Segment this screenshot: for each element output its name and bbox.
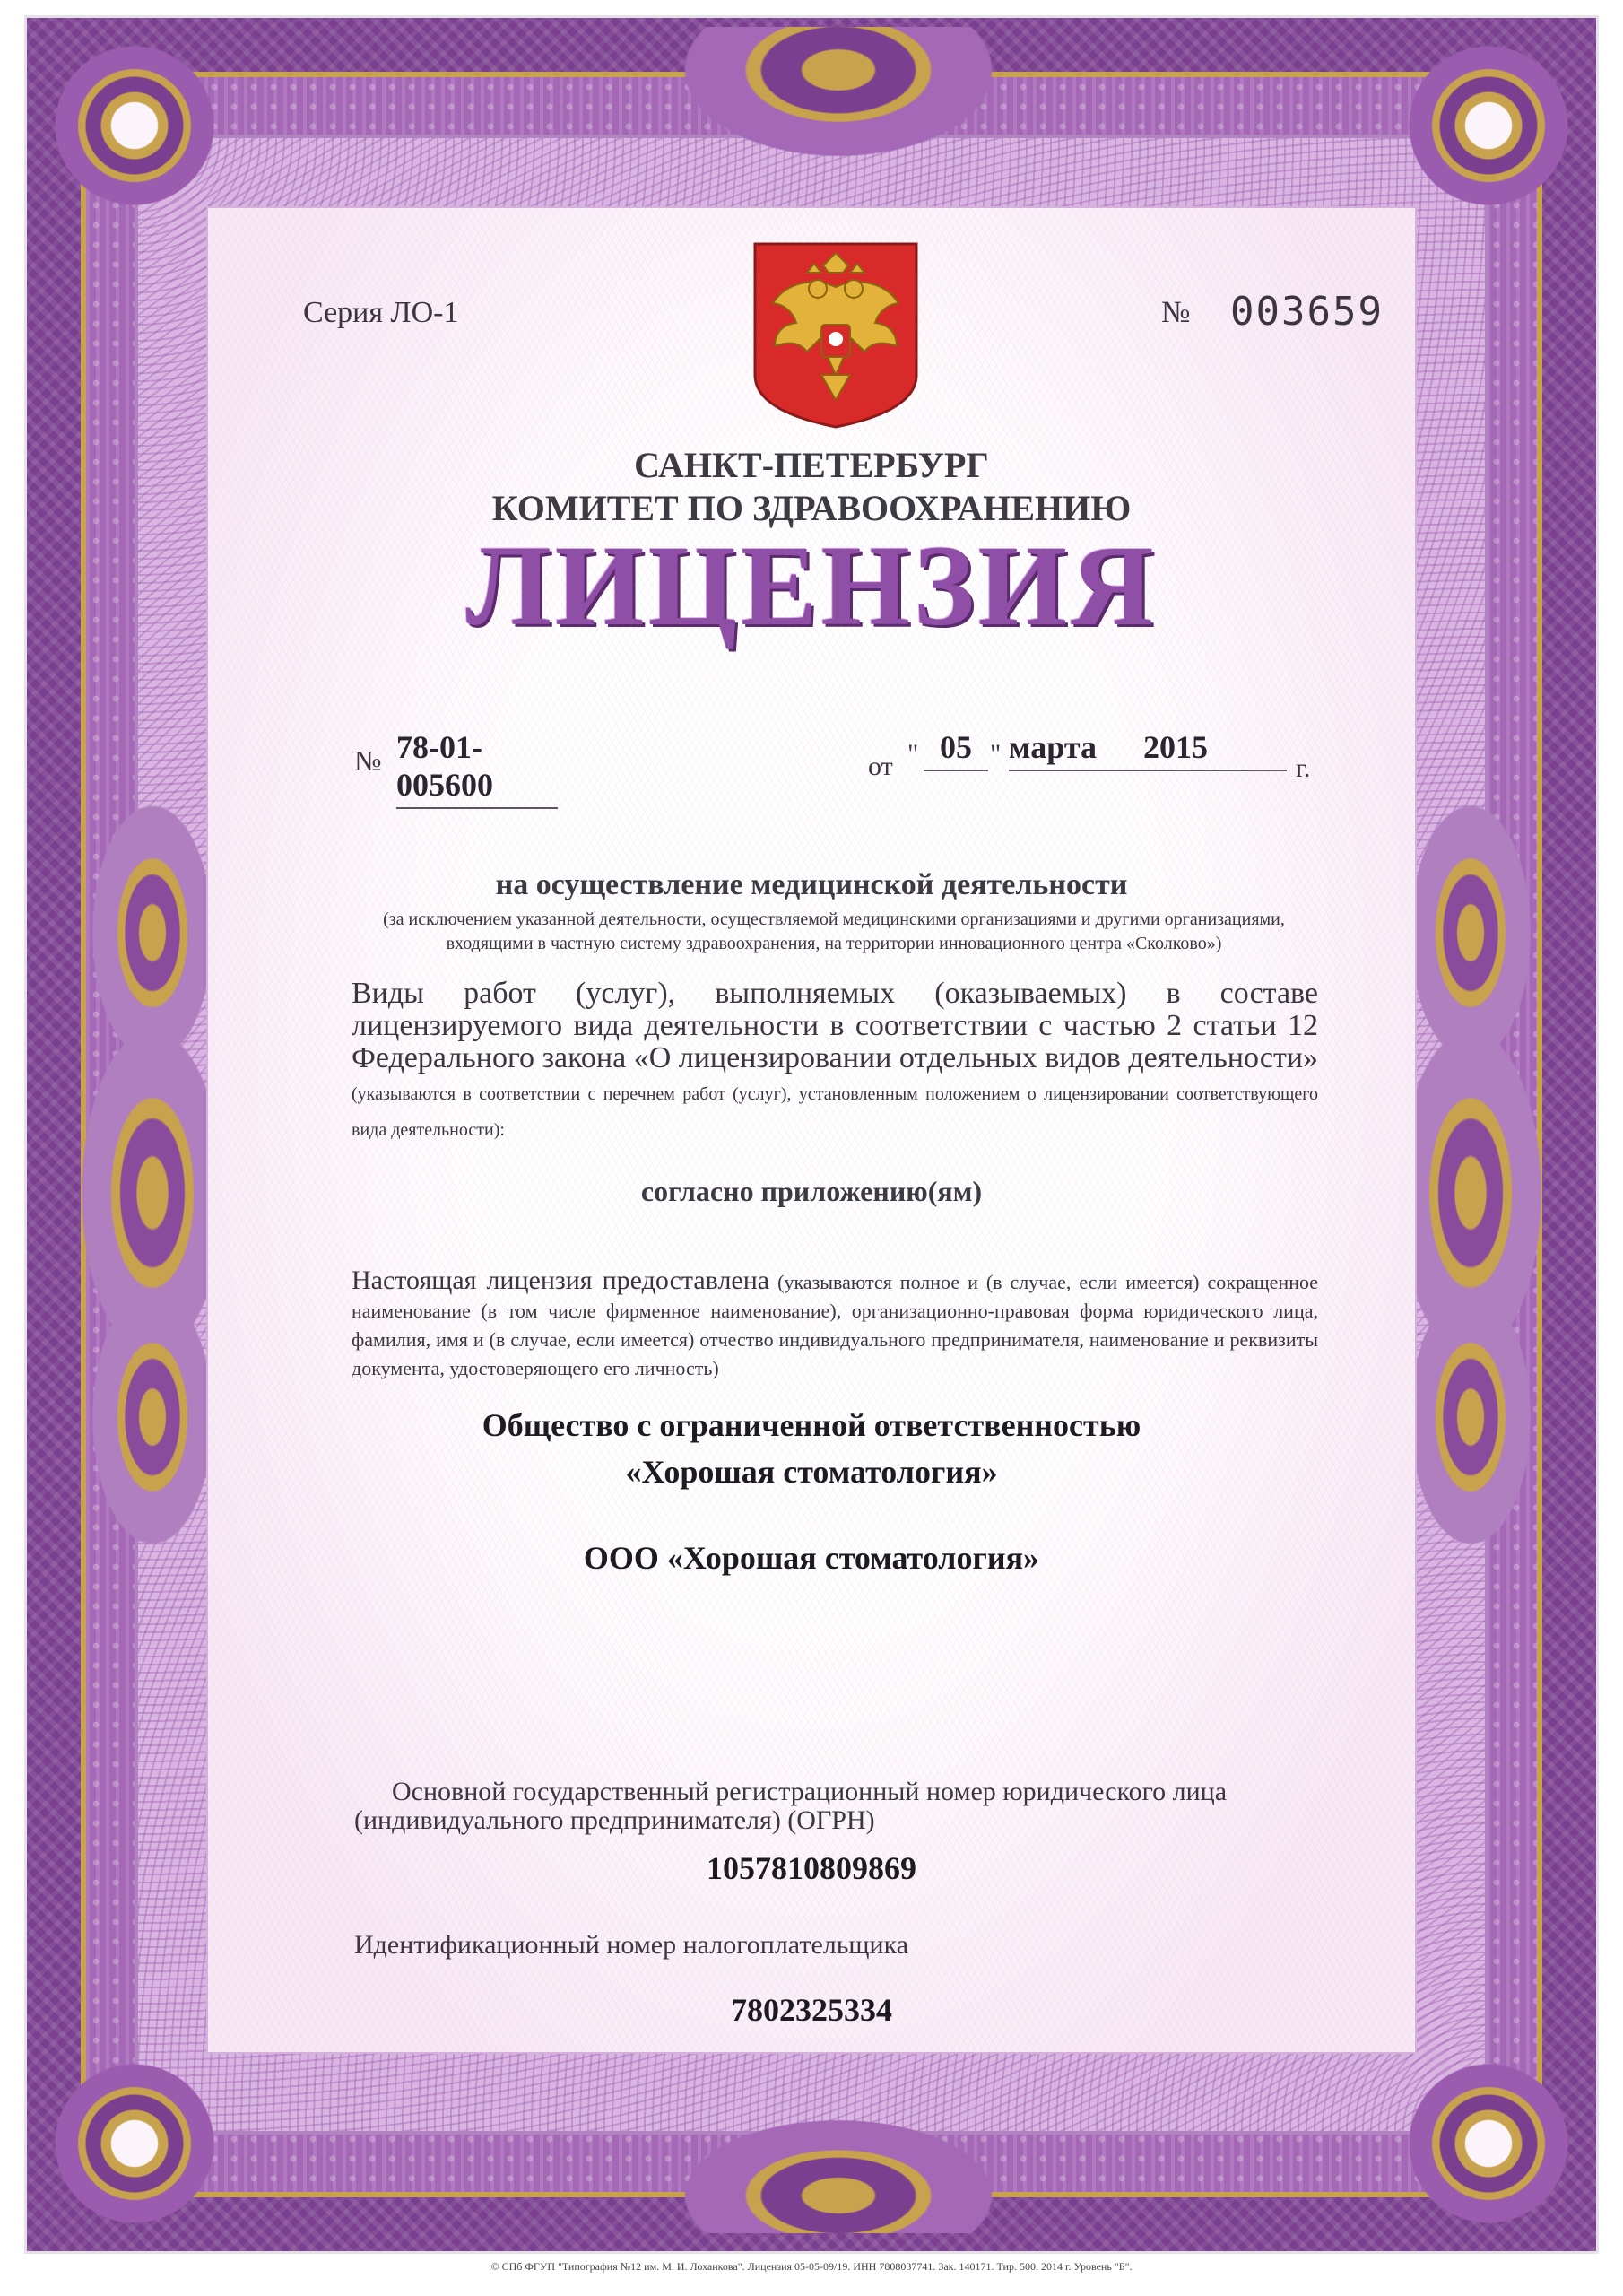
works-annex: согласно приложению(ям) [640, 1175, 983, 1207]
corner-ornament-top-right [1399, 36, 1578, 215]
holder-description [352, 1266, 1318, 1383]
holder-short-name: ООО «Хорошая стоматология» [583, 1540, 1040, 1576]
license-number-sign: № [354, 744, 382, 777]
issuer-committee: КОМИТЕТ ПО ЗДРАВООХРАНЕНИЮ [491, 488, 1132, 528]
bottom-ornament [659, 2108, 1018, 2233]
activity-exclusion: (за исключением указанной деятельности, осуществляемой медицинскими организациями и другими организациями, входящими в частную систему здравоохранения, на территории инновационного центра «Сколково») [383, 909, 1285, 953]
works-description [352, 978, 1318, 1146]
issuer-city: САНКТ-ПЕТЕРБУРГ [634, 445, 989, 485]
ogrn-value: 1057810809869 [707, 1850, 916, 1886]
document-title: ЛИЦЕНЗИЯ [465, 522, 1158, 649]
corner-ornament-bottom-right [1399, 2054, 1578, 2233]
russian-coat-of-arms-icon [750, 240, 922, 430]
license-day: 05 [924, 728, 988, 771]
license-year: 2015 [1143, 729, 1208, 765]
serial-number: 003659 [1230, 289, 1384, 335]
top-ornament [659, 27, 1018, 170]
printer-imprint: © СПб ФГУП "Типография №12 им. М. И. Лоханкова". Лицензия 05-05-09/19. ИНН 7808037741. Зак. 140171. Тир. 500. 2014 г. Уровень "Б". [490, 2260, 1133, 2273]
series-label: Серия ЛО-1 [303, 296, 459, 329]
corner-ornament-top-left [45, 36, 224, 215]
holder-full-name-line2: «Хорошая стоматология» [625, 1454, 998, 1490]
inn-label: Идентификационный номер налогоплательщика [354, 1930, 909, 1960]
holder-full-name-line1: Общество с ограниченной ответственностью [482, 1407, 1141, 1443]
date-quote-open: " [907, 739, 919, 769]
granted-note: (указываются полное и (в случае, если имеется) сокращенное наименование (в том числе фирменное наименование), организационно-правовая форма юридического лица, фамилия, имя и (в случае, если имеется) отчество индивидуального предпринимателя, наименование и реквизиты документа, удостоверяющего его личность) [352, 1271, 1319, 1379]
license-month-text: марта [1009, 729, 1097, 765]
inn-value: 7802325334 [731, 1992, 892, 2028]
works-main: Виды работ (услуг), выполняемых (оказываемых) в составе лицензируемого вида деятельности в соответствии с частью 2 статьи 12 Федерального закона «О лицензировании отдельных видов деятельности» [352, 977, 1318, 1074]
corner-ornament-bottom-left [45, 2054, 224, 2233]
date-prefix: от [868, 752, 893, 781]
works-note: (указываются в соответствии с перечнем работ (услуг), установленным положением о лицензировании соответствующего вида деятельности): [352, 1084, 1318, 1140]
date-quote-close: " [990, 739, 1002, 769]
ogrn-label: Основной государственный регистрационный номер юридического лица (индивидуального предпринимателя) (ОГРН) [354, 1777, 1228, 1835]
activity-title: на осуществление медицинской деятельности [495, 868, 1128, 901]
year-suffix: г. [1296, 753, 1311, 783]
serial-number-sign: № [1161, 296, 1191, 329]
granted-main: Настоящая лицензия предоставлена [352, 1265, 770, 1295]
license-number: 78-01-005600 [396, 728, 558, 809]
